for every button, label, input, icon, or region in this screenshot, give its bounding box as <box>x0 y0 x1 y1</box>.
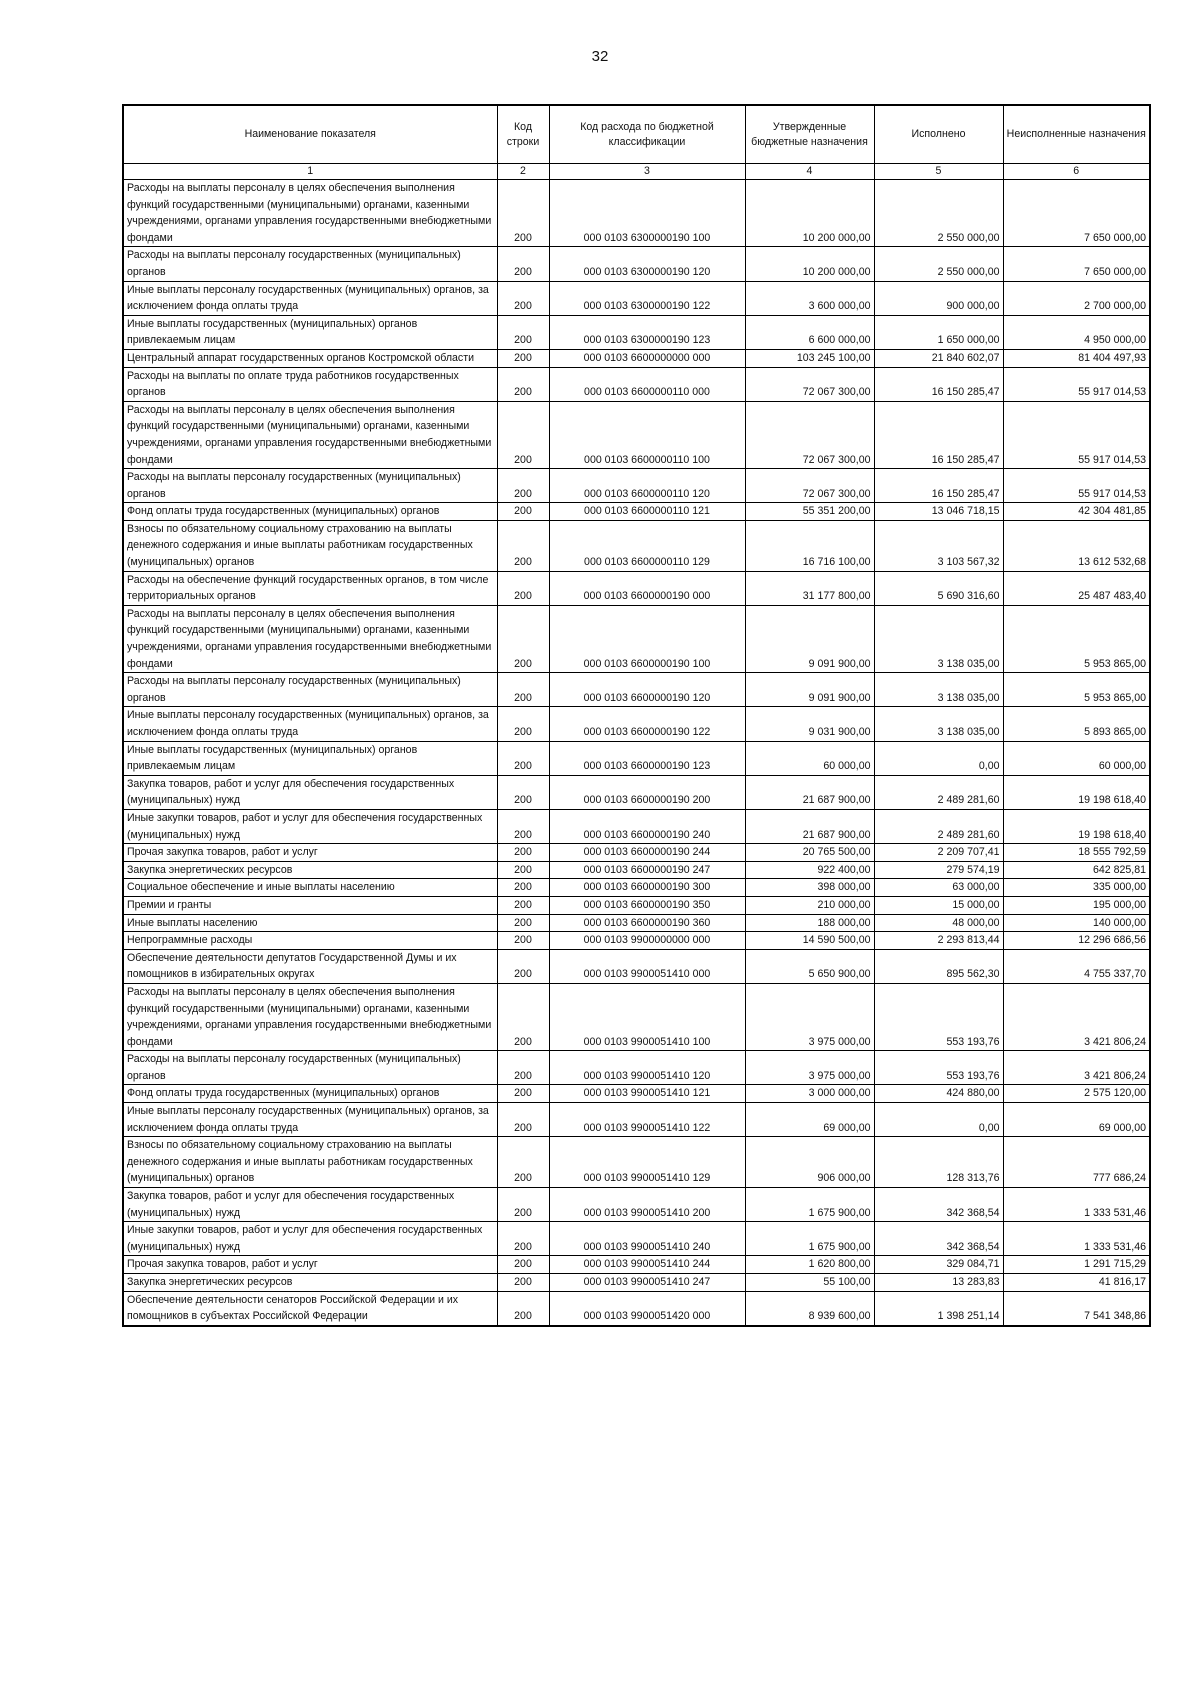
row-name: Расходы на выплаты персоналу государственных (муниципальных) органов <box>123 1051 497 1085</box>
row-name: Расходы на выплаты персоналу государственных (муниципальных) органов <box>123 247 497 281</box>
row-line-code: 200 <box>497 281 549 315</box>
table-row <box>123 247 1150 281</box>
row-unexecuted: 25 487 483,40 <box>1003 571 1150 605</box>
row-line-code: 200 <box>497 520 549 571</box>
row-executed: 5 690 316,60 <box>874 571 1003 605</box>
row-executed: 13 283,83 <box>874 1274 1003 1292</box>
table-row <box>123 520 1150 571</box>
row-budget-code: 000 0103 9900051410 100 <box>549 983 745 1050</box>
header-row <box>123 105 1150 164</box>
row-unexecuted: 42 304 481,85 <box>1003 503 1150 521</box>
table-row <box>123 571 1150 605</box>
row-approved: 3 975 000,00 <box>745 1051 874 1085</box>
row-executed: 2 489 281,60 <box>874 809 1003 843</box>
row-unexecuted: 1 333 531,46 <box>1003 1222 1150 1256</box>
row-unexecuted: 69 000,00 <box>1003 1103 1150 1137</box>
row-line-code: 200 <box>497 949 549 983</box>
row-executed: 16 150 285,47 <box>874 367 1003 401</box>
row-budget-code: 000 0103 9900000000 000 <box>549 932 745 950</box>
row-name: Прочая закупка товаров, работ и услуг <box>123 844 497 862</box>
row-executed: 48 000,00 <box>874 914 1003 932</box>
row-name: Непрограммные расходы <box>123 932 497 950</box>
row-approved: 72 067 300,00 <box>745 401 874 468</box>
row-name: Иные выплаты населению <box>123 914 497 932</box>
row-approved: 3 000 000,00 <box>745 1085 874 1103</box>
row-unexecuted: 19 198 618,40 <box>1003 775 1150 809</box>
row-executed: 13 046 718,15 <box>874 503 1003 521</box>
row-unexecuted: 3 421 806,24 <box>1003 983 1150 1050</box>
table-row <box>123 861 1150 879</box>
row-executed: 0,00 <box>874 1103 1003 1137</box>
row-executed: 1 650 000,00 <box>874 315 1003 349</box>
row-approved: 3 975 000,00 <box>745 983 874 1050</box>
row-name: Взносы по обязательному социальному страхованию на выплаты денежного содержания и иные выплаты работникам государственных (муниципальных) органов <box>123 520 497 571</box>
row-line-code: 200 <box>497 1291 549 1326</box>
header-name: Наименование показателя <box>123 105 497 164</box>
row-line-code: 200 <box>497 469 549 503</box>
row-budget-code: 000 0103 6600000190 350 <box>549 896 745 914</box>
row-executed: 16 150 285,47 <box>874 401 1003 468</box>
row-approved: 1 620 800,00 <box>745 1256 874 1274</box>
table-row <box>123 932 1150 950</box>
row-executed: 3 103 567,32 <box>874 520 1003 571</box>
row-executed: 128 313,76 <box>874 1137 1003 1188</box>
row-budget-code: 000 0103 6600000190 120 <box>549 673 745 707</box>
row-unexecuted: 7 650 000,00 <box>1003 180 1150 247</box>
row-budget-code: 000 0103 9900051410 122 <box>549 1103 745 1137</box>
row-budget-code: 000 0103 6600000190 244 <box>549 844 745 862</box>
row-budget-code: 000 0103 9900051410 244 <box>549 1256 745 1274</box>
row-budget-code: 000 0103 6600000190 247 <box>549 861 745 879</box>
table-body <box>123 180 1150 1326</box>
row-name: Закупка товаров, работ и услуг для обеспечения государственных (муниципальных) нужд <box>123 775 497 809</box>
row-budget-code: 000 0103 6600000000 000 <box>549 349 745 367</box>
row-name: Премии и гранты <box>123 896 497 914</box>
row-unexecuted: 12 296 686,56 <box>1003 932 1150 950</box>
table-row <box>123 281 1150 315</box>
row-budget-code: 000 0103 9900051410 121 <box>549 1085 745 1103</box>
row-budget-code: 000 0103 6300000190 100 <box>549 180 745 247</box>
row-approved: 55 100,00 <box>745 1274 874 1292</box>
row-executed: 63 000,00 <box>874 879 1003 897</box>
table-row <box>123 1188 1150 1222</box>
row-budget-code: 000 0103 6600000190 200 <box>549 775 745 809</box>
header-approved: Утвержденные бюджетные назначения <box>745 105 874 164</box>
row-executed: 3 138 035,00 <box>874 707 1003 741</box>
row-name: Расходы на выплаты персоналу в целях обеспечения выполнения функций государственными (муниципальными) органами, казенными учреждениями, органами управления государственными внебюджетными фондами <box>123 401 497 468</box>
row-name: Расходы на выплаты персоналу в целях обеспечения выполнения функций государственными (муниципальными) органами, казенными учреждениями, органами управления государственными внебюджетными фондами <box>123 180 497 247</box>
row-budget-code: 000 0103 6600000190 100 <box>549 605 745 672</box>
row-unexecuted: 1 291 715,29 <box>1003 1256 1150 1274</box>
row-approved: 3 600 000,00 <box>745 281 874 315</box>
column-number: 4 <box>745 164 874 180</box>
row-approved: 922 400,00 <box>745 861 874 879</box>
row-name: Обеспечение деятельности сенаторов Российской Федерации и их помощников в субъектах Российской Федерации <box>123 1291 497 1326</box>
row-approved: 103 245 100,00 <box>745 349 874 367</box>
table-row <box>123 180 1150 247</box>
row-unexecuted: 195 000,00 <box>1003 896 1150 914</box>
row-line-code: 200 <box>497 861 549 879</box>
table-row <box>123 741 1150 775</box>
table-row <box>123 469 1150 503</box>
row-budget-code: 000 0103 6600000110 121 <box>549 503 745 521</box>
row-approved: 14 590 500,00 <box>745 932 874 950</box>
row-line-code: 200 <box>497 844 549 862</box>
row-name: Расходы на выплаты по оплате труда работников государственных органов <box>123 367 497 401</box>
row-line-code: 200 <box>497 315 549 349</box>
row-line-code: 200 <box>497 879 549 897</box>
row-approved: 20 765 500,00 <box>745 844 874 862</box>
table-row <box>123 315 1150 349</box>
header-budget-code: Код расхода по бюджетной классификации <box>549 105 745 164</box>
row-executed: 895 562,30 <box>874 949 1003 983</box>
header-executed: Исполнено <box>874 105 1003 164</box>
table-row <box>123 809 1150 843</box>
row-name: Закупка товаров, работ и услуг для обеспечения государственных (муниципальных) нужд <box>123 1188 497 1222</box>
header-line-code: Код строки <box>497 105 549 164</box>
row-executed: 553 193,76 <box>874 1051 1003 1085</box>
table-row <box>123 1137 1150 1188</box>
row-approved: 55 351 200,00 <box>745 503 874 521</box>
row-executed: 3 138 035,00 <box>874 605 1003 672</box>
row-name: Взносы по обязательному социальному страхованию на выплаты денежного содержания и иные выплаты работникам государственных (муниципальных) органов <box>123 1137 497 1188</box>
row-budget-code: 000 0103 6600000190 240 <box>549 809 745 843</box>
row-budget-code: 000 0103 9900051410 120 <box>549 1051 745 1085</box>
row-approved: 5 650 900,00 <box>745 949 874 983</box>
row-name: Иные выплаты государственных (муниципальных) органов привлекаемым лицам <box>123 741 497 775</box>
row-name: Социальное обеспечение и иные выплаты населению <box>123 879 497 897</box>
table-row <box>123 1085 1150 1103</box>
row-name: Расходы на обеспечение функций государственных органов, в том числе территориальных органов <box>123 571 497 605</box>
page-number: 32 <box>591 48 609 65</box>
table-row <box>123 707 1150 741</box>
table-row <box>123 983 1150 1050</box>
row-line-code: 200 <box>497 775 549 809</box>
row-name: Центральный аппарат государственных органов Костромской области <box>123 349 497 367</box>
table-row <box>123 349 1150 367</box>
row-line-code: 200 <box>497 367 549 401</box>
row-executed: 2 489 281,60 <box>874 775 1003 809</box>
row-budget-code: 000 0103 6600000190 000 <box>549 571 745 605</box>
table-row <box>123 367 1150 401</box>
row-approved: 21 687 900,00 <box>745 809 874 843</box>
row-name: Расходы на выплаты персоналу государственных (муниципальных) органов <box>123 673 497 707</box>
table-row <box>123 775 1150 809</box>
table-row <box>123 914 1150 932</box>
row-unexecuted: 19 198 618,40 <box>1003 809 1150 843</box>
row-line-code: 200 <box>497 707 549 741</box>
row-name: Закупка энергетических ресурсов <box>123 1274 497 1292</box>
row-unexecuted: 1 333 531,46 <box>1003 1188 1150 1222</box>
row-executed: 424 880,00 <box>874 1085 1003 1103</box>
row-line-code: 200 <box>497 741 549 775</box>
row-approved: 10 200 000,00 <box>745 247 874 281</box>
row-line-code: 200 <box>497 503 549 521</box>
row-approved: 9 091 900,00 <box>745 673 874 707</box>
row-name: Обеспечение деятельности депутатов Государственной Думы и их помощников в избирательных округах <box>123 949 497 983</box>
column-number: 3 <box>549 164 745 180</box>
row-unexecuted: 3 421 806,24 <box>1003 1051 1150 1085</box>
row-approved: 1 675 900,00 <box>745 1222 874 1256</box>
table-row <box>123 673 1150 707</box>
row-unexecuted: 140 000,00 <box>1003 914 1150 932</box>
row-unexecuted: 5 953 865,00 <box>1003 673 1150 707</box>
table-row <box>123 1256 1150 1274</box>
row-line-code: 200 <box>497 1256 549 1274</box>
row-approved: 906 000,00 <box>745 1137 874 1188</box>
row-budget-code: 000 0103 9900051410 247 <box>549 1274 745 1292</box>
row-line-code: 200 <box>497 1137 549 1188</box>
column-number: 6 <box>1003 164 1150 180</box>
column-number: 1 <box>123 164 497 180</box>
table-row <box>123 1291 1150 1326</box>
row-unexecuted: 55 917 014,53 <box>1003 401 1150 468</box>
row-line-code: 200 <box>497 247 549 281</box>
row-budget-code: 000 0103 6600000110 120 <box>549 469 745 503</box>
row-unexecuted: 7 650 000,00 <box>1003 247 1150 281</box>
row-approved: 31 177 800,00 <box>745 571 874 605</box>
row-name: Иные закупки товаров, работ и услуг для обеспечения государственных (муниципальных) нужд <box>123 1222 497 1256</box>
row-budget-code: 000 0103 6600000190 360 <box>549 914 745 932</box>
row-executed: 16 150 285,47 <box>874 469 1003 503</box>
row-budget-code: 000 0103 9900051420 000 <box>549 1291 745 1326</box>
row-name: Иные выплаты персоналу государственных (муниципальных) органов, за исключением фонда оплаты труда <box>123 707 497 741</box>
row-executed: 0,00 <box>874 741 1003 775</box>
table-row <box>123 503 1150 521</box>
table-row <box>123 896 1150 914</box>
row-approved: 10 200 000,00 <box>745 180 874 247</box>
row-executed: 329 084,71 <box>874 1256 1003 1274</box>
row-name: Иные выплаты государственных (муниципальных) органов привлекаемым лицам <box>123 315 497 349</box>
row-unexecuted: 4 755 337,70 <box>1003 949 1150 983</box>
row-unexecuted: 5 893 865,00 <box>1003 707 1150 741</box>
row-executed: 2 209 707,41 <box>874 844 1003 862</box>
row-executed: 2 293 813,44 <box>874 932 1003 950</box>
row-executed: 15 000,00 <box>874 896 1003 914</box>
row-budget-code: 000 0103 6600000190 300 <box>549 879 745 897</box>
column-number: 5 <box>874 164 1003 180</box>
row-unexecuted: 777 686,24 <box>1003 1137 1150 1188</box>
row-budget-code: 000 0103 9900051410 240 <box>549 1222 745 1256</box>
row-unexecuted: 60 000,00 <box>1003 741 1150 775</box>
row-approved: 210 000,00 <box>745 896 874 914</box>
row-executed: 2 550 000,00 <box>874 247 1003 281</box>
row-unexecuted: 55 917 014,53 <box>1003 469 1150 503</box>
row-unexecuted: 41 816,17 <box>1003 1274 1150 1292</box>
row-unexecuted: 55 917 014,53 <box>1003 367 1150 401</box>
row-name: Фонд оплаты труда государственных (муниципальных) органов <box>123 1085 497 1103</box>
row-approved: 69 000,00 <box>745 1103 874 1137</box>
row-unexecuted: 5 953 865,00 <box>1003 605 1150 672</box>
row-executed: 553 193,76 <box>874 983 1003 1050</box>
row-line-code: 200 <box>497 1274 549 1292</box>
row-line-code: 200 <box>497 1051 549 1085</box>
row-executed: 3 138 035,00 <box>874 673 1003 707</box>
row-approved: 16 716 100,00 <box>745 520 874 571</box>
row-executed: 21 840 602,07 <box>874 349 1003 367</box>
row-budget-code: 000 0103 6600000190 122 <box>549 707 745 741</box>
row-approved: 9 091 900,00 <box>745 605 874 672</box>
row-approved: 398 000,00 <box>745 879 874 897</box>
row-approved: 72 067 300,00 <box>745 469 874 503</box>
row-name: Фонд оплаты труда государственных (муниципальных) органов <box>123 503 497 521</box>
row-executed: 2 550 000,00 <box>874 180 1003 247</box>
row-name: Закупка энергетических ресурсов <box>123 861 497 879</box>
table-row <box>123 949 1150 983</box>
table-row <box>123 879 1150 897</box>
row-unexecuted: 7 541 348,86 <box>1003 1291 1150 1326</box>
row-unexecuted: 642 825,81 <box>1003 861 1150 879</box>
table-row <box>123 844 1150 862</box>
table-row <box>123 1222 1150 1256</box>
row-line-code: 200 <box>497 401 549 468</box>
row-approved: 9 031 900,00 <box>745 707 874 741</box>
row-name: Расходы на выплаты персоналу государственных (муниципальных) органов <box>123 469 497 503</box>
row-budget-code: 000 0103 6600000110 100 <box>549 401 745 468</box>
row-budget-code: 000 0103 6600000110 129 <box>549 520 745 571</box>
row-budget-code: 000 0103 6300000190 120 <box>549 247 745 281</box>
row-executed: 1 398 251,14 <box>874 1291 1003 1326</box>
row-line-code: 200 <box>497 1085 549 1103</box>
row-approved: 6 600 000,00 <box>745 315 874 349</box>
table-row <box>123 1051 1150 1085</box>
row-line-code: 200 <box>497 1103 549 1137</box>
row-name: Прочая закупка товаров, работ и услуг <box>123 1256 497 1274</box>
row-name: Иные выплаты персоналу государственных (муниципальных) органов, за исключением фонда оплаты труда <box>123 281 497 315</box>
row-line-code: 200 <box>497 1188 549 1222</box>
row-line-code: 200 <box>497 809 549 843</box>
row-approved: 1 675 900,00 <box>745 1188 874 1222</box>
row-approved: 8 939 600,00 <box>745 1291 874 1326</box>
row-line-code: 200 <box>497 932 549 950</box>
row-unexecuted: 335 000,00 <box>1003 879 1150 897</box>
row-executed: 900 000,00 <box>874 281 1003 315</box>
row-line-code: 200 <box>497 180 549 247</box>
table-row <box>123 1274 1150 1292</box>
row-name: Расходы на выплаты персоналу в целях обеспечения выполнения функций государственными (муниципальными) органами, казенными учреждениями, органами управления государственными внебюджетными фондами <box>123 983 497 1050</box>
table-row <box>123 401 1150 468</box>
row-line-code: 200 <box>497 1222 549 1256</box>
header-unexecuted: Неисполненные назначения <box>1003 105 1150 164</box>
expenditure-table <box>122 104 1151 1327</box>
row-budget-code: 000 0103 9900051410 200 <box>549 1188 745 1222</box>
row-unexecuted: 2 575 120,00 <box>1003 1085 1150 1103</box>
row-executed: 342 368,54 <box>874 1222 1003 1256</box>
row-budget-code: 000 0103 9900051410 000 <box>549 949 745 983</box>
row-budget-code: 000 0103 6300000190 123 <box>549 315 745 349</box>
row-executed: 279 574,19 <box>874 861 1003 879</box>
row-budget-code: 000 0103 6300000190 122 <box>549 281 745 315</box>
row-line-code: 200 <box>497 605 549 672</box>
row-unexecuted: 4 950 000,00 <box>1003 315 1150 349</box>
row-line-code: 200 <box>497 983 549 1050</box>
row-line-code: 200 <box>497 914 549 932</box>
row-name: Расходы на выплаты персоналу в целях обеспечения выполнения функций государственными (муниципальными) органами, казенными учреждениями, органами управления государственными внебюджетными фондами <box>123 605 497 672</box>
row-unexecuted: 13 612 532,68 <box>1003 520 1150 571</box>
row-approved: 21 687 900,00 <box>745 775 874 809</box>
row-unexecuted: 2 700 000,00 <box>1003 281 1150 315</box>
row-budget-code: 000 0103 9900051410 129 <box>549 1137 745 1188</box>
row-name: Иные выплаты персоналу государственных (муниципальных) органов, за исключением фонда оплаты труда <box>123 1103 497 1137</box>
row-line-code: 200 <box>497 896 549 914</box>
row-approved: 188 000,00 <box>745 914 874 932</box>
table-row <box>123 605 1150 672</box>
row-unexecuted: 18 555 792,59 <box>1003 844 1150 862</box>
column-number: 2 <box>497 164 549 180</box>
row-executed: 342 368,54 <box>874 1188 1003 1222</box>
table-row <box>123 1103 1150 1137</box>
row-unexecuted: 81 404 497,93 <box>1003 349 1150 367</box>
row-approved: 72 067 300,00 <box>745 367 874 401</box>
row-name: Иные закупки товаров, работ и услуг для обеспечения государственных (муниципальных) нужд <box>123 809 497 843</box>
column-number-row <box>123 164 1150 180</box>
row-budget-code: 000 0103 6600000190 123 <box>549 741 745 775</box>
row-budget-code: 000 0103 6600000110 000 <box>549 367 745 401</box>
row-approved: 60 000,00 <box>745 741 874 775</box>
row-line-code: 200 <box>497 673 549 707</box>
row-line-code: 200 <box>497 349 549 367</box>
row-line-code: 200 <box>497 571 549 605</box>
